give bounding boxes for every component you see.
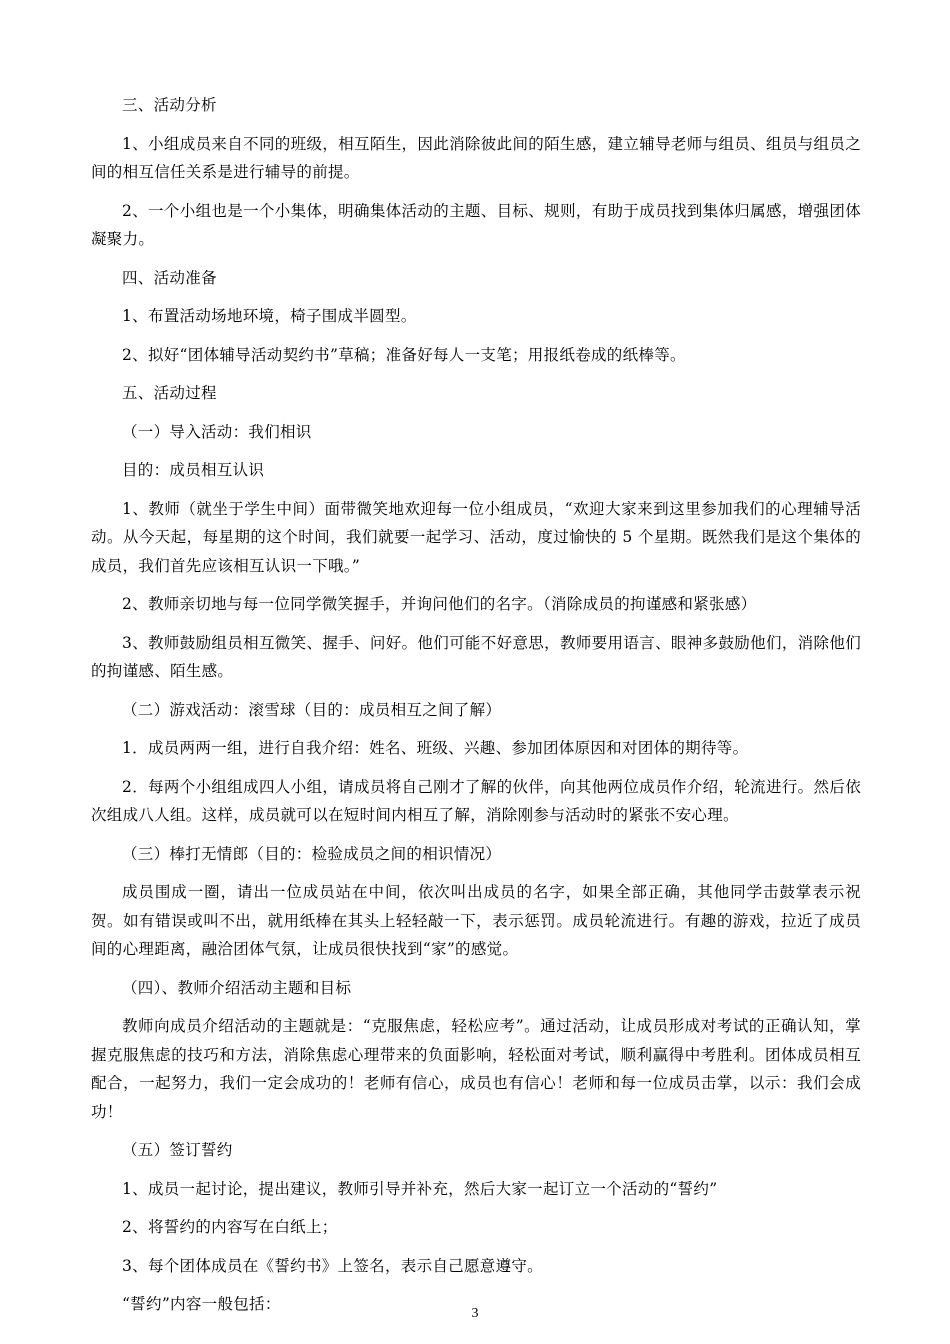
paragraph: 3、教师鼓励组员相互微笑、握手、问好。他们可能不好意思，教师要用语言、眼神多鼓励他们，消除他们的拘谨感、陌生感。 bbox=[91, 633, 861, 680]
paragraph: 2、教师亲切地与每一位同学微笑握手，并询问他们的名字。（消除成员的拘谨感和紧张感） bbox=[122, 595, 757, 613]
paragraph: 2、将誓约的内容写在白纸上； bbox=[122, 1218, 338, 1236]
page-number: 3 bbox=[471, 1306, 479, 1321]
paragraph: 成员围成一圈，请出一位成员站在中间，依次叫出成员的名字，如果全部正确，其他同学击鼓掌表示祝贺。如有错误或叫不出，就用纸棒在其头上轻轻敲一下，表示惩罚。成员轮流进行。有趣的游戏，拉近了成员间的心理距离，融洽团体气氛，让成员很快找到“家”的感觉。 bbox=[91, 883, 861, 958]
paragraph: 3、每个团体成员在《誓约书》上签名，表示自己愿意遵守。 bbox=[122, 1256, 543, 1275]
document-body bbox=[91, 91, 861, 1329]
subsection-heading: （四）、教师介绍活动主题和目标 bbox=[122, 978, 352, 997]
paragraph: 1、小组成员来自不同的班级，相互陌生，因此消除彼此间的陌生感，建立辅导老师与组员、组员与组员之间的相互信任关系是进行辅导的前提。 bbox=[91, 134, 861, 181]
paragraph: “誓约”内容一般包括： bbox=[122, 1295, 281, 1313]
paragraph: 2．每两个小组组成四人小组，请成员将自己刚才了解的伙伴，向其他两位成员作介绍，轮流进行。然后依次组成八人组。这样，成员就可以在短时间内相互了解，消除刚参与活动时的紧张不安心理。 bbox=[91, 777, 861, 824]
paragraph: 教师向成员介绍活动的主题就是：“克服焦虑，轻松应考”。通过活动，让成员形成对考试的正确认知，掌握克服焦虑的技巧和方法，消除焦虑心理带来的负面影响，轻松面对考试，顺利赢得中考胜利。团体成员相互配合，一起努力，我们一定会成功的！老师有信心，成员也有信心！老师和每一位成员击掌，以示：我们会成功！ bbox=[91, 1017, 861, 1121]
paragraph: 1、布置活动场地环境，椅子围成半圆型。 bbox=[122, 307, 417, 325]
paragraph: 2、一个小组也是一个小集体，明确集体活动的主题、目标、规则，有助于成员找到集体归属感，增强团体凝聚力。 bbox=[91, 201, 861, 248]
subsection-heading: （一）导入活动：我们相识 bbox=[122, 422, 312, 441]
section-heading-activity-process: 五、活动过程 bbox=[122, 384, 217, 402]
subsection-heading: （二）游戏活动：滚雪球（目的：成员相互之间了解） bbox=[122, 700, 502, 719]
section-heading-activity-analysis: 三、活动分析 bbox=[122, 96, 217, 114]
subsection-heading: （三）棒打无情郎（目的：检验成员之间的相识情况） bbox=[122, 844, 502, 863]
paragraph: 目的：成员相互认识 bbox=[122, 461, 265, 479]
paragraph: 1．成员两两一组，进行自我介绍：姓名、班级、兴趣、参加团体原因和对团体的期待等。 bbox=[122, 739, 749, 757]
paragraph: 1、成员一起讨论，提出建议，教师引导并补充，然后大家一起订立一个活动的“誓约” bbox=[122, 1179, 718, 1198]
paragraph: 1、教师（就坐于学生中间）面带微笑地欢迎每一位小组成员，“欢迎大家来到这里参加我们的心理辅导活动。从今天起，每星期的这个时间，我们就要一起学习、活动，度过愉快的 5 个星期。既然我们是这个集体的成员，我们首先应该相互认识一下哦。” bbox=[91, 499, 861, 575]
section-heading-activity-preparation: 四、活动准备 bbox=[122, 268, 217, 287]
paragraph: 2、拟好“团体辅导活动契约书”草稿；准备好每人一支笔；用报纸卷成的纸棒等。 bbox=[122, 345, 686, 364]
subsection-heading: （五）签订誓约 bbox=[122, 1141, 233, 1159]
